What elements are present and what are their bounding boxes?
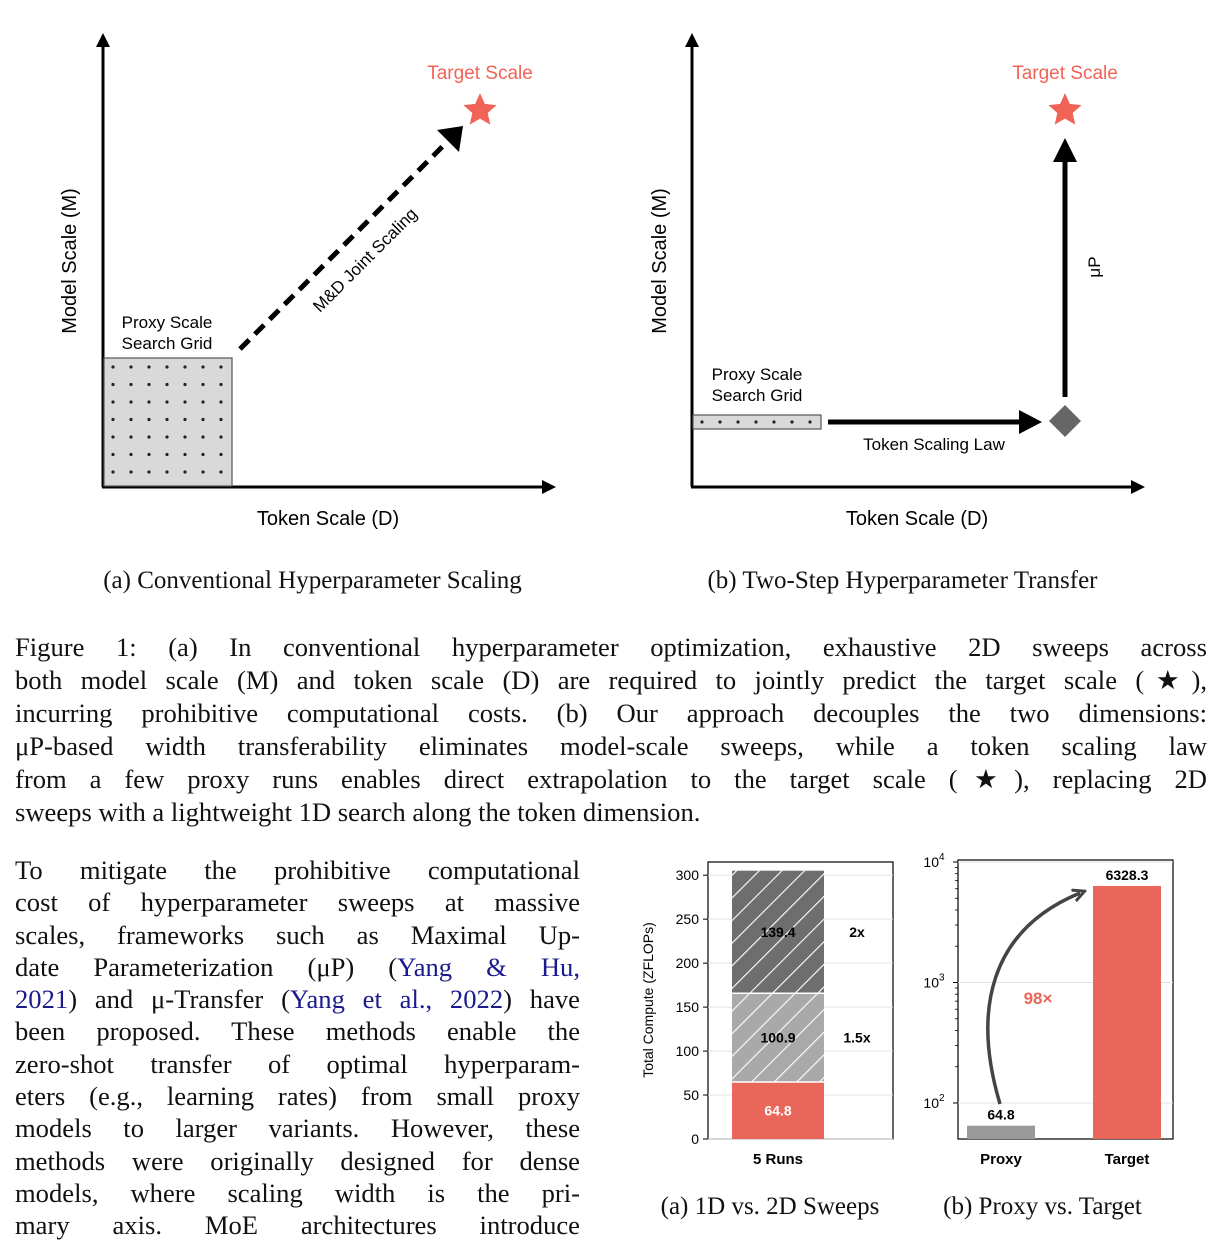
y-tick-label: 100: [675, 1043, 699, 1060]
mup-label: μP: [1085, 256, 1104, 278]
y-axis-arrowhead: [96, 33, 110, 47]
body-paragraph: [15, 854, 580, 1242]
y-tick-label: 300: [675, 867, 699, 884]
y-tick-label: $10^2$: [923, 1093, 945, 1111]
citation-link[interactable]: 2021: [15, 984, 69, 1015]
joint-scaling-arrow: [240, 144, 445, 349]
target-label: Target Scale: [1012, 63, 1118, 84]
y-axis-label: Model Scale (M): [59, 188, 81, 334]
chart-proxy-vs-target: [910, 845, 1215, 1175]
proxy-diamond: [1049, 405, 1081, 437]
grid-dots: [104, 358, 232, 486]
grid-dots: [693, 415, 821, 429]
target-star: [463, 93, 496, 125]
grid-label-line1: Proxy Scale: [121, 313, 213, 332]
subcaption-a: (a) Conventional Hyperparameter Scaling: [103, 567, 522, 594]
x-tick-label: Target: [1104, 1151, 1150, 1168]
body-text-run: ) and μ-Transfer (: [68, 984, 290, 1015]
caption-line: sweeps with a lightweight 1D search along the token dimension.: [15, 797, 701, 827]
chart-1d-vs-2d: [620, 845, 910, 1175]
y-tick-label: 150: [675, 999, 699, 1016]
target-label: Target Scale: [427, 63, 533, 84]
token-scaling-arrowhead: [1019, 410, 1042, 434]
x-tick-label: Proxy: [980, 1151, 1022, 1168]
citation-link[interactable]: Yang & Hu,: [397, 951, 580, 982]
y-tick-label: 250: [675, 911, 699, 928]
caption-line: both model scale (M) and token scale (D) are required to jointly predict the target scale (★),: [15, 665, 1207, 695]
multiplier-label: 2x: [849, 923, 865, 940]
body-line: cost of hyperparameter sweeps at massive: [15, 887, 580, 918]
grid-label-line2: Search Grid: [121, 334, 213, 353]
y-axis-label: Total Compute (ZFLOPs): [640, 922, 656, 1078]
citation-link[interactable]: Yang et al., 2022: [289, 984, 504, 1015]
body-line: eters (e.g., learning rates) from small proxy: [15, 1081, 580, 1112]
y-axis-label: Model Scale (M): [649, 188, 671, 334]
caption-line: μP-based width transferability eliminates model-scale sweeps, while a token scaling law: [15, 731, 1207, 761]
caption-line: Figure 1: (a) In conventional hyperparameter optimization, exhaustive 2D sweeps across: [15, 632, 1207, 662]
token-scaling-label: Token Scaling Law: [863, 435, 1005, 454]
x-axis-label: Token Scale (D): [845, 508, 989, 530]
caption-line: incurring prohibitive computational costs. (b) Our approach decouples the two dimensions:: [15, 698, 1207, 728]
joint-scaling-label: M&D Joint Scaling: [309, 204, 421, 316]
x-axis-arrowhead: [542, 480, 556, 494]
y-tick-label: 200: [675, 955, 699, 972]
grid-label-line2: Search Grid: [711, 386, 803, 405]
bar-value-label: 6328.3: [1105, 866, 1149, 883]
body-line: models to larger variants. However, these: [15, 1113, 580, 1144]
caption-line: from a few proxy runs enables direct extrapolation to the target scale (★), replacing 2D: [15, 764, 1207, 794]
x-axis-arrowhead: [1131, 480, 1145, 494]
body-line: To mitigate the prohibitive computational: [15, 855, 580, 885]
subcaption-chart-b: (b) Proxy vs. Target: [943, 1193, 1142, 1220]
body-line: models, where scaling width is the pri-: [15, 1177, 580, 1208]
body-line: [15, 983, 580, 1015]
subcaption-chart-a: (a) 1D vs. 2D Sweeps: [660, 1193, 880, 1220]
body-text-run: date Parameterization (μP) (: [15, 951, 398, 982]
x-tick-label: 5 Runs: [752, 1151, 804, 1168]
bar: [1093, 886, 1161, 1139]
y-axis-arrowhead: [685, 33, 699, 47]
body-line: scales, frameworks such as Maximal Up-: [15, 919, 580, 950]
multiplier-label: 98×: [1023, 989, 1053, 1008]
bar-value-label: 100.9: [760, 1029, 796, 1046]
mup-arrowhead: [1053, 138, 1077, 162]
bar-value-label: 64.8: [987, 1106, 1015, 1123]
body-line: mary axis. MoE architectures introduce: [15, 1210, 580, 1241]
y-tick-label: $10^4$: [923, 852, 945, 870]
bar-value-label: 139.4: [760, 923, 796, 940]
bar-value-label: 64.8: [764, 1102, 792, 1119]
y-tick-label: 50: [683, 1087, 699, 1104]
body-text-run: ) have: [503, 984, 580, 1015]
body-line: been proposed. These methods enable the: [15, 1016, 580, 1047]
bar: [967, 1126, 1035, 1139]
subcaption-b: (b) Two-Step Hyperparameter Transfer: [707, 567, 1098, 594]
y-tick-label: $10^3$: [923, 972, 945, 991]
figure-1b: [600, 0, 1222, 560]
body-line: [15, 951, 580, 983]
target-star: [1048, 93, 1081, 125]
body-line: methods were originally designed for dense: [15, 1145, 580, 1176]
grid-label-line1: Proxy Scale: [711, 365, 803, 384]
y-tick-label: 0: [691, 1131, 699, 1147]
multiplier-label: 1.5x: [843, 1029, 871, 1046]
figure-1a: [0, 0, 600, 560]
x-axis-label: Token Scale (D): [256, 508, 400, 530]
body-line: zero-shot transfer of optimal hyperparam-: [15, 1048, 580, 1079]
figure-1-caption: [15, 631, 1207, 829]
